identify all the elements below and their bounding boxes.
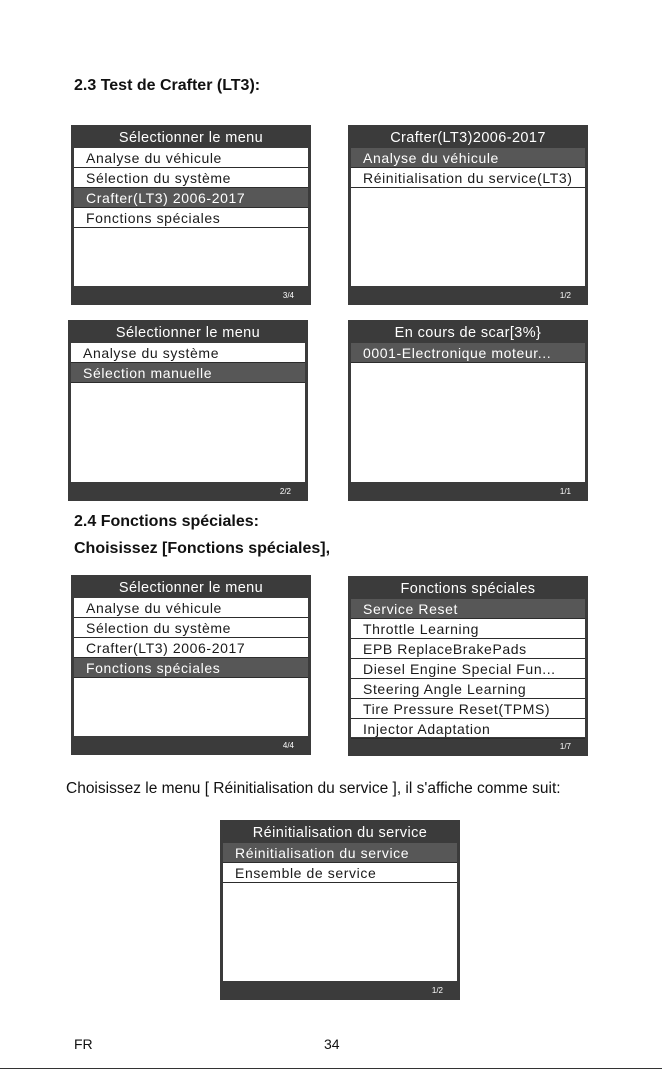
instruction-text: Choisissez le menu [ Réinitialisation du service ], il s'affiche comme suit:: [66, 780, 561, 797]
menu-item[interactable]: Analyse du système: [71, 343, 305, 363]
language-code: FR: [74, 1036, 93, 1052]
screen-body: [223, 843, 457, 981]
page-indicator: 4/4: [282, 741, 294, 750]
section-heading-2-3: 2.3 Test de Crafter (LT3):: [74, 77, 261, 94]
screen-title: En cours de scar[3%}: [394, 325, 542, 341]
screen-title: Crafter(LT3)2006-2017: [390, 130, 546, 146]
page-number: 34: [324, 1036, 340, 1052]
screen-body: [351, 343, 585, 482]
screen-body: [351, 599, 585, 737]
screen-service-reset: [220, 820, 460, 1000]
screen-scan-progress: [348, 320, 588, 501]
page-indicator: 1/2: [431, 986, 443, 995]
page-indicator: 2/2: [279, 487, 291, 496]
menu-item[interactable]: Steering Angle Learning: [351, 679, 585, 699]
menu-item[interactable]: Ensemble de service: [223, 863, 457, 883]
menu-item[interactable]: EPB ReplaceBrakePads: [351, 639, 585, 659]
page-indicator: 3/4: [282, 291, 294, 300]
menu-item[interactable]: Analyse du véhicule: [74, 598, 308, 618]
section-heading-2-4: 2.4 Fonctions spéciales:: [74, 513, 259, 530]
screen-title: Fonctions spéciales: [400, 581, 536, 597]
menu-item-selected[interactable]: Fonctions spéciales: [74, 658, 308, 678]
screen-body: [71, 343, 305, 482]
menu-item[interactable]: Sélection du système: [74, 618, 308, 638]
menu-item-selected[interactable]: Sélection manuelle: [71, 363, 305, 383]
screen-body: [74, 598, 308, 736]
menu-item-selected[interactable]: Réinitialisation du service: [223, 843, 457, 863]
section-subheading: Choisissez [Fonctions spéciales],: [74, 540, 331, 557]
menu-item-selected[interactable]: Analyse du véhicule: [351, 148, 585, 168]
menu-item[interactable]: Diesel Engine Special Fun...: [351, 659, 585, 679]
screen-title: Sélectionner le menu: [115, 325, 261, 341]
screen-special-functions: [348, 576, 588, 756]
bottom-rule: [0, 1068, 662, 1069]
menu-item[interactable]: Analyse du véhicule: [74, 148, 308, 168]
page-indicator: 1/1: [559, 487, 571, 496]
menu-item[interactable]: Crafter(LT3) 2006-2017: [74, 638, 308, 658]
menu-item[interactable]: Tire Pressure Reset(TPMS): [351, 699, 585, 719]
screen-crafter-menu: [348, 125, 588, 305]
screen-title: Sélectionner le menu: [118, 580, 264, 596]
menu-item[interactable]: Injector Adaptation: [351, 719, 585, 739]
menu-item-selected[interactable]: 0001-Electronique moteur...: [351, 343, 585, 363]
menu-item[interactable]: Réinitialisation du service(LT3): [351, 168, 585, 188]
menu-item-selected[interactable]: Crafter(LT3) 2006-2017: [74, 188, 308, 208]
screen-title: Réinitialisation du service: [252, 825, 428, 841]
screen-body: [351, 148, 585, 286]
screen-select-menu-2: [68, 320, 308, 501]
page-indicator: 1/7: [559, 742, 571, 751]
menu-item[interactable]: Throttle Learning: [351, 619, 585, 639]
screen-select-menu-3: [71, 575, 311, 755]
screen-body: [74, 148, 308, 286]
menu-item[interactable]: Fonctions spéciales: [74, 208, 308, 228]
page-indicator: 1/2: [559, 291, 571, 300]
screen-title: Sélectionner le menu: [118, 130, 264, 146]
menu-item[interactable]: Sélection du système: [74, 168, 308, 188]
menu-item-selected[interactable]: Service Reset: [351, 599, 585, 619]
screen-select-menu-1: [71, 125, 311, 305]
